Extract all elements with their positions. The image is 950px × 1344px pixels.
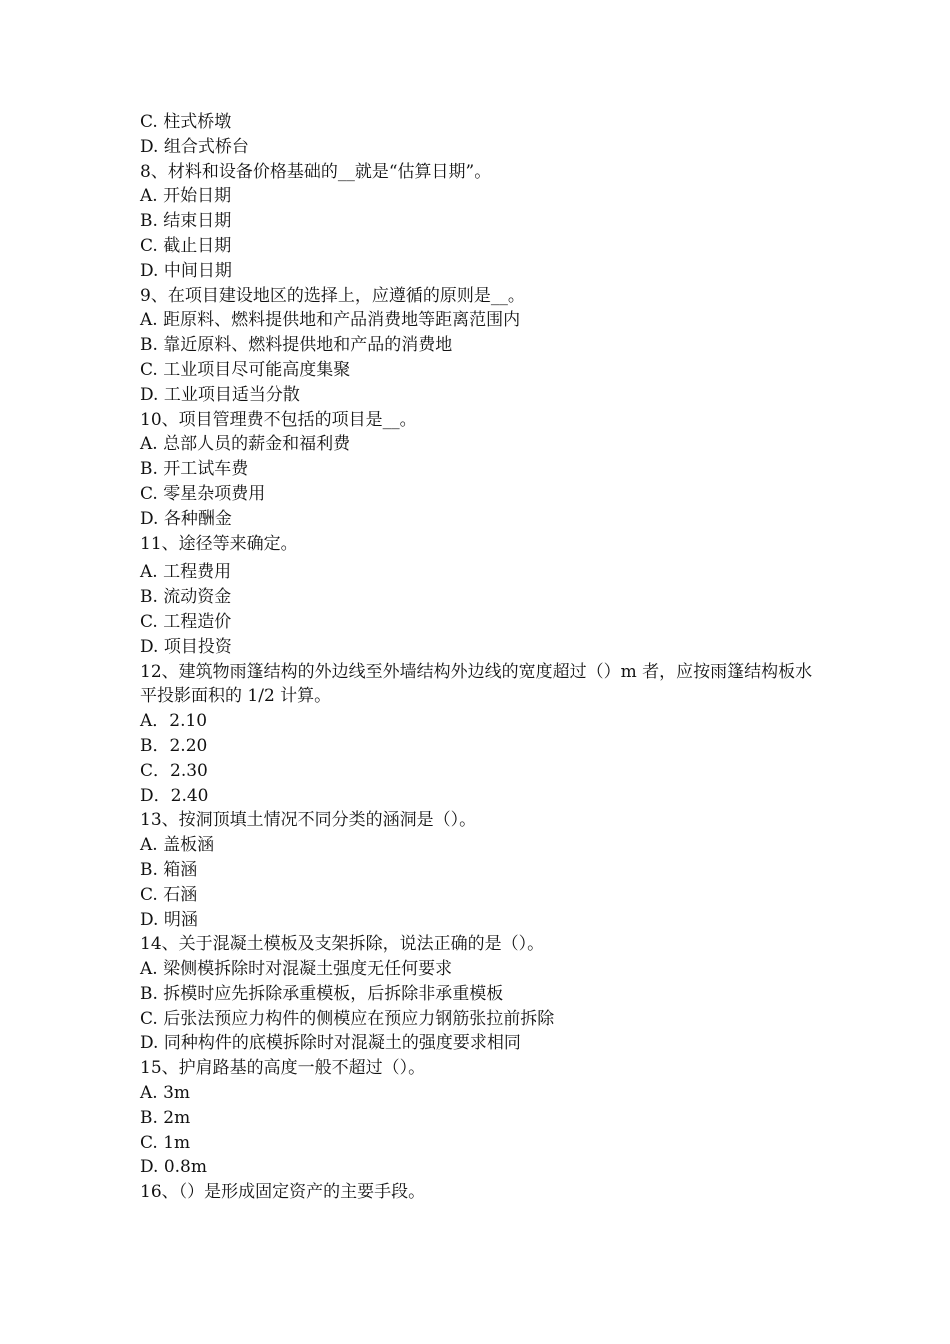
option-line: B. 靠近原料、燃料提供地和产品的消费地 <box>140 335 453 356</box>
option-line: D. 明涵 <box>140 909 198 930</box>
option-line: C. 工程造价 <box>140 611 232 632</box>
option-line: B. 结束日期 <box>140 211 232 232</box>
question-line: 9、在项目建设地区的选择上，应遵循的原则是__。 <box>140 285 525 306</box>
question-line: 16、（）是形成固定资产的主要手段。 <box>140 1182 426 1203</box>
option-line: A. 总部人员的薪金和福利费 <box>140 434 351 455</box>
option-line: A. 盖板涵 <box>140 835 215 856</box>
option-line: A. 距原料、燃料提供地和产品消费地等距离范围内 <box>140 310 521 331</box>
question-line: 15、护肩路基的高度一般不超过（）。 <box>140 1058 426 1079</box>
option-line: D. 同种构件的底模拆除时对混凝土的强度要求相同 <box>140 1033 521 1054</box>
option-line: D. 中间日期 <box>140 260 232 281</box>
option-line: B. 拆模时应先拆除承重模板，后拆除非承重模板 <box>140 983 504 1004</box>
option-line: D. 组合式桥台 <box>140 136 249 157</box>
option-line: B. 流动资金 <box>140 587 232 608</box>
question-line: 14、关于混凝土模板及支架拆除，说法正确的是（）。 <box>140 934 545 955</box>
question-line: 8、材料和设备价格基础的__就是“估算日期”。 <box>140 161 492 182</box>
question-line: 12、建筑物雨篷结构的外边线至外墙结构外边线的宽度超过（）m 者，应按雨篷结构板水平投影面积的 1/2 计算。 <box>140 661 813 707</box>
option-line: A. 梁侧模拆除时对混凝土强度无任何要求 <box>140 959 453 980</box>
option-line: A. 开始日期 <box>140 186 232 207</box>
option-line: C. 截止日期 <box>140 235 232 256</box>
option-line: C. 零星杂项费用 <box>140 483 266 504</box>
option-line: D. 项目投资 <box>140 636 232 657</box>
option-line: A. 工程费用 <box>140 562 232 583</box>
question-line: 11、途径等来确定。 <box>140 533 298 554</box>
option-line: A．2.10 <box>140 711 208 732</box>
option-line: C. 工业项目尽可能高度集聚 <box>140 359 351 380</box>
option-line: D．2.40 <box>140 785 209 806</box>
option-line: C. 1m <box>140 1132 191 1153</box>
question-line: 13、按洞顶填土情况不同分类的涵洞是（）。 <box>140 810 477 831</box>
option-line: B．2.20 <box>140 735 208 756</box>
document-body <box>140 110 820 1205</box>
option-line: C. 石涵 <box>140 884 198 905</box>
question-line: 10、项目管理费不包括的项目是__。 <box>140 409 417 430</box>
option-line: B. 箱涵 <box>140 859 198 880</box>
option-line: D. 工业项目适当分散 <box>140 384 300 405</box>
option-line: D. 各种酬金 <box>140 508 232 529</box>
option-line: C. 柱式桥墩 <box>140 112 232 132</box>
option-line: C. 后张法预应力构件的侧模应在预应力钢筋张拉前拆除 <box>140 1008 555 1029</box>
option-line: B. 开工试车费 <box>140 459 249 480</box>
option-line: C．2.30 <box>140 760 208 781</box>
option-line: A. 3m <box>140 1083 191 1104</box>
option-line: B. 2m <box>140 1107 191 1128</box>
option-line: D. 0.8m <box>140 1157 207 1178</box>
